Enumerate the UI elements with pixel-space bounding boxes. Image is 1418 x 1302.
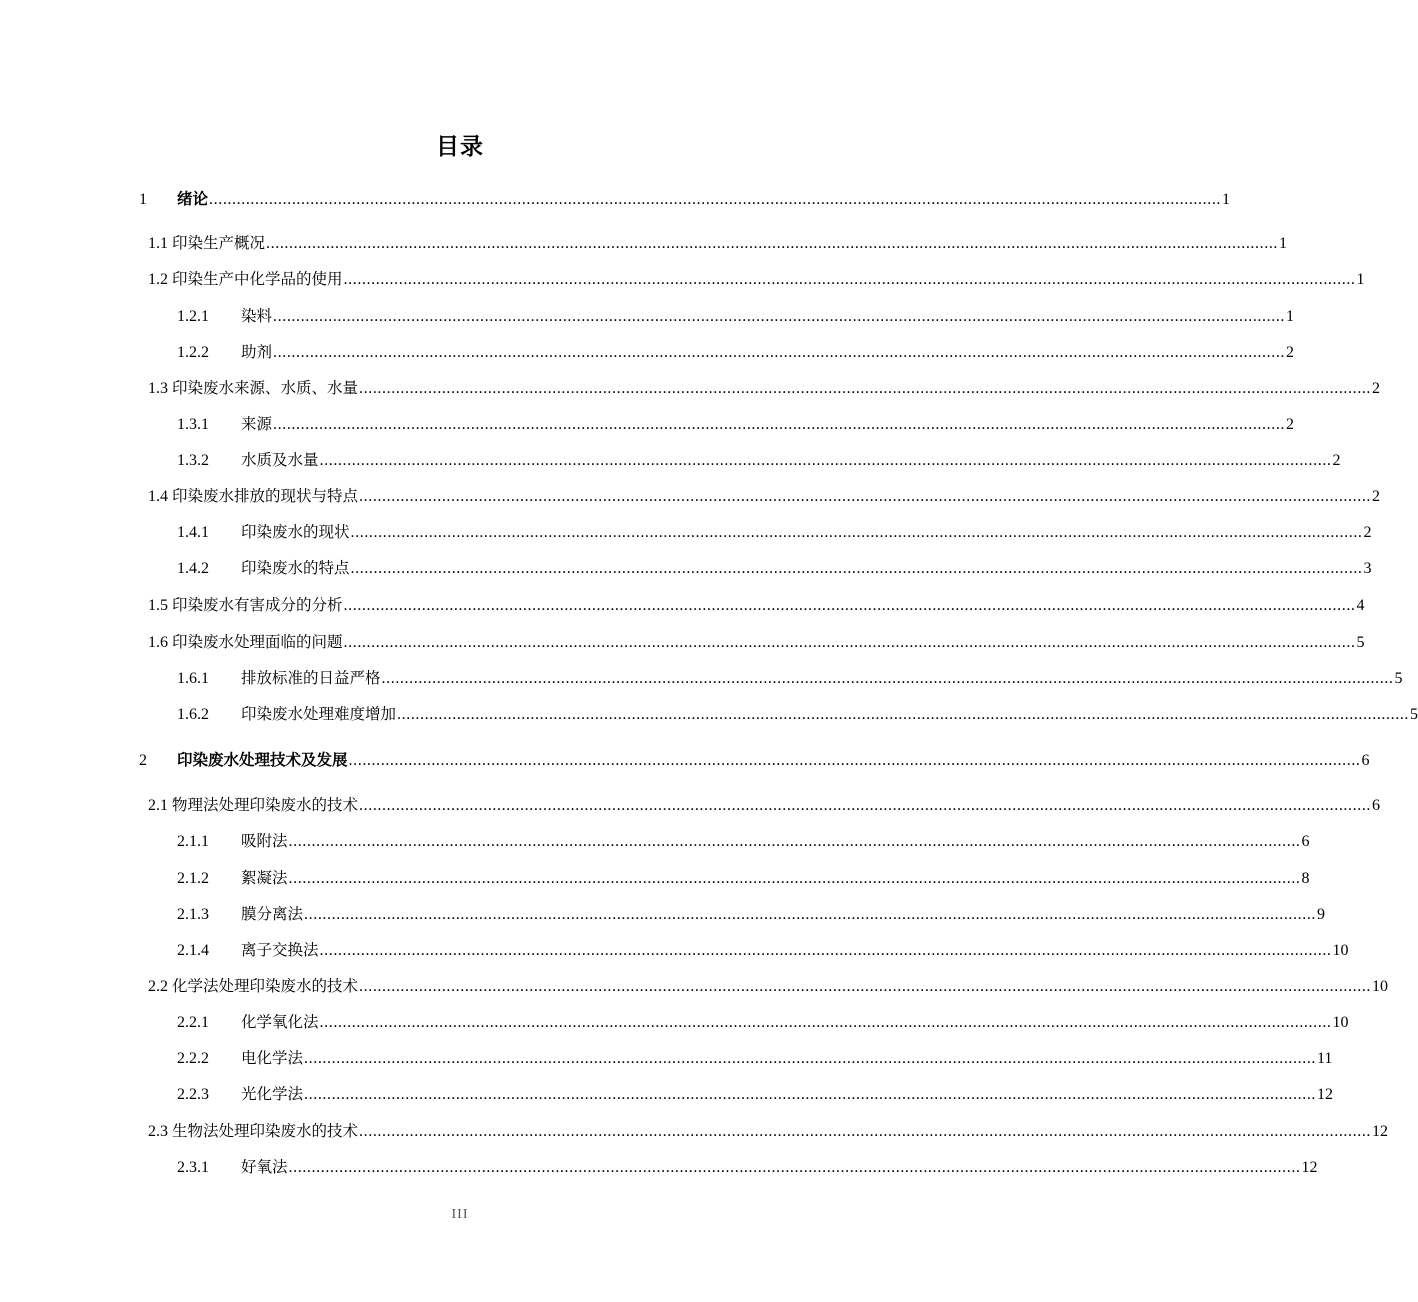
- toc-entry-number: 1.3.1: [177, 416, 209, 433]
- toc-entry-number: 1.3: [148, 380, 168, 397]
- toc-entry-page: 5: [1356, 634, 1365, 651]
- toc-entry[interactable]: [139, 188, 1231, 211]
- toc-entry-label: 印染废水排放的现状与特点: [172, 487, 359, 505]
- toc-entry[interactable]: [177, 1011, 1349, 1034]
- toc-dot-leader: ............................................................................................................................................................................................................................: [359, 380, 1372, 397]
- toc-entry-label: 来源: [241, 415, 273, 433]
- toc-entry[interactable]: [177, 557, 1372, 580]
- toc-entry-number: 1.6.2: [177, 706, 209, 723]
- toc-entry-page: 10: [1332, 942, 1349, 959]
- toc-entry-label: 光化学法: [241, 1085, 304, 1103]
- toc-entry[interactable]: [148, 1120, 1389, 1143]
- toc-entry[interactable]: [177, 341, 1295, 364]
- toc-entry-page: 4: [1356, 597, 1365, 614]
- toc-entry-number: 2.1.3: [177, 906, 209, 923]
- toc-entry[interactable]: [177, 449, 1341, 472]
- toc-entry-page: 2: [1332, 452, 1341, 469]
- toc-entry-label: 离子交换法: [241, 941, 319, 959]
- toc-entry-label: 印染废水的特点: [241, 559, 350, 577]
- toc-entry-number: 1.6: [148, 634, 168, 651]
- toc-entry-page: 6: [1301, 833, 1310, 850]
- toc-entry-page: 1: [1286, 308, 1295, 325]
- toc-dot-leader: ............................................................................................................................................................................................................................: [304, 1050, 1317, 1067]
- toc-entry-label: 印染废水有害成分的分析: [172, 596, 343, 614]
- toc-dot-leader: ............................................................................................................................................................................................................................: [348, 752, 1361, 769]
- toc-entry-number: 1: [139, 191, 147, 208]
- toc-entry-label: 物理法处理印染废水的技术: [172, 796, 359, 814]
- toc-entry-label: 助剂: [241, 343, 273, 361]
- toc-entry-number: 2.3: [148, 1123, 168, 1140]
- toc-dot-leader: ............................................................................................................................................................................................................................: [288, 870, 1301, 887]
- toc-entry-page: 2: [1372, 380, 1381, 397]
- toc-entry-number: 2.1.2: [177, 870, 209, 887]
- toc-entry-page: 12: [1317, 1086, 1334, 1103]
- toc-dot-leader: ............................................................................................................................................................................................................................: [304, 906, 1317, 923]
- toc-entry[interactable]: [148, 232, 1288, 255]
- toc-dot-leader: ............................................................................................................................................................................................................................: [350, 524, 1363, 541]
- toc-entry-page: 5: [1410, 706, 1418, 723]
- toc-entry[interactable]: [177, 1156, 1318, 1179]
- toc-entry[interactable]: [177, 903, 1326, 926]
- toc-entry-label: 膜分离法: [241, 905, 304, 923]
- toc-entry-number: 1.6.1: [177, 670, 209, 687]
- toc-entry-page: 12: [1301, 1159, 1318, 1176]
- toc-entry-page: 10: [1332, 1014, 1349, 1031]
- toc-entry-label: 电化学法: [241, 1049, 304, 1067]
- toc-entry-number: 2.3.1: [177, 1159, 209, 1176]
- toc-entry-number: 1.2: [148, 271, 168, 288]
- toc-dot-leader: ............................................................................................................................................................................................................................: [319, 942, 1332, 959]
- toc-entry[interactable]: [177, 939, 1349, 962]
- toc-dot-leader: ............................................................................................................................................................................................................................: [319, 452, 1332, 469]
- toc-entry-label: 绪论: [177, 190, 209, 208]
- toc-entry-label: 印染废水处理技术及发展: [177, 751, 348, 769]
- toc-dot-leader: ............................................................................................................................................................................................................................: [343, 634, 1356, 651]
- toc-entry-label: 排放标准的日益严格: [241, 669, 381, 687]
- toc-entry[interactable]: [139, 749, 1370, 772]
- toc-entry-page: 1: [1356, 271, 1365, 288]
- toc-entry-label: 印染废水来源、水质、水量: [172, 379, 359, 397]
- toc-entry-number: 2.1: [148, 797, 168, 814]
- toc-entry[interactable]: [177, 1047, 1333, 1070]
- toc-entry[interactable]: [177, 867, 1310, 890]
- toc-entry-page: 1: [1222, 191, 1231, 208]
- toc-entry-label: 生物法处理印染废水的技术: [172, 1122, 359, 1140]
- toc-entry[interactable]: [177, 667, 1403, 690]
- toc-entry-label: 化学法处理印染废水的技术: [172, 977, 359, 995]
- toc-entry-label: 印染废水处理难度增加: [241, 705, 397, 723]
- toc-entry-number: 2.2.3: [177, 1086, 209, 1103]
- toc-entry-label: 印染废水处理面临的问题: [172, 633, 343, 651]
- toc-dot-leader: ............................................................................................................................................................................................................................: [343, 271, 1356, 288]
- toc-entry-number: 2.2.1: [177, 1014, 209, 1031]
- toc-entry-page: 2: [1286, 344, 1295, 361]
- toc-entry[interactable]: [177, 413, 1295, 436]
- toc-entry-number: 1.4.1: [177, 524, 209, 541]
- toc-entry-number: 1.1: [148, 235, 168, 252]
- toc-entry-page: 2: [1363, 524, 1372, 541]
- toc-entry-page: 9: [1317, 906, 1326, 923]
- toc-entry-page: 5: [1394, 670, 1403, 687]
- toc-dot-leader: ............................................................................................................................................................................................................................: [381, 670, 1394, 687]
- toc-entry-number: 1.4: [148, 488, 168, 505]
- toc-entry-label: 水质及水量: [241, 451, 319, 469]
- toc-entry-page: 12: [1372, 1123, 1389, 1140]
- toc-dot-leader: ............................................................................................................................................................................................................................: [273, 416, 1286, 433]
- toc-entry-page: 1: [1279, 235, 1288, 252]
- toc-dot-leader: ............................................................................................................................................................................................................................: [273, 308, 1286, 325]
- toc-dot-leader: ............................................................................................................................................................................................................................: [288, 833, 1301, 850]
- toc-dot-leader: ............................................................................................................................................................................................................................: [397, 706, 1410, 723]
- toc-entry-number: 2.2: [148, 978, 168, 995]
- toc-entry-number: 2.1.4: [177, 942, 209, 959]
- toc-entry[interactable]: [148, 631, 1365, 654]
- page-number: III: [451, 1207, 469, 1222]
- toc-entry-page: 6: [1361, 752, 1370, 769]
- toc-entry-number: 2.1.1: [177, 833, 209, 850]
- toc-entry-label: 印染生产概况: [172, 234, 266, 252]
- toc-dot-leader: ............................................................................................................................................................................................................................: [350, 560, 1363, 577]
- toc-entry[interactable]: [148, 794, 1381, 817]
- toc-entry-number: 1.3.2: [177, 452, 209, 469]
- toc-entry-label: 化学氧化法: [241, 1013, 319, 1031]
- toc-dot-leader: ............................................................................................................................................................................................................................: [359, 978, 1372, 995]
- toc-entry-page: 10: [1372, 978, 1389, 995]
- toc-dot-leader: ............................................................................................................................................................................................................................: [304, 1086, 1317, 1103]
- toc-dot-leader: ............................................................................................................................................................................................................................: [288, 1159, 1301, 1176]
- toc-entry-number: 1.2.1: [177, 308, 209, 325]
- toc-entry-page: 6: [1372, 797, 1381, 814]
- toc-entry-label: 絮凝法: [241, 869, 288, 887]
- toc-entry[interactable]: [177, 305, 1295, 328]
- toc-entry[interactable]: [148, 268, 1365, 291]
- toc-entry-number: 1.2.2: [177, 344, 209, 361]
- toc-entry[interactable]: [148, 594, 1365, 617]
- toc-entry-label: 印染废水的现状: [241, 523, 350, 541]
- toc-dot-leader: ............................................................................................................................................................................................................................: [266, 235, 1279, 252]
- toc-entry-label: 印染生产中化学品的使用: [172, 270, 343, 288]
- toc-dot-leader: ............................................................................................................................................................................................................................: [359, 797, 1372, 814]
- toc-entry-page: 11: [1317, 1050, 1333, 1067]
- toc-entry-page: 2: [1286, 416, 1295, 433]
- toc-entry[interactable]: [177, 830, 1310, 853]
- toc-entry-number: 2: [139, 752, 147, 769]
- toc-entry[interactable]: [177, 521, 1372, 544]
- toc-entry-label: 染料: [241, 307, 273, 325]
- toc-entry[interactable]: [177, 1083, 1334, 1106]
- toc-entry-page: 2: [1372, 488, 1381, 505]
- toc-dot-leader: ............................................................................................................................................................................................................................: [343, 597, 1356, 614]
- toc-dot-leader: ............................................................................................................................................................................................................................: [319, 1014, 1332, 1031]
- toc-entry-number: 2.2.2: [177, 1050, 209, 1067]
- toc-entry-page: 8: [1301, 870, 1310, 887]
- toc-entry-number: 1.5: [148, 597, 168, 614]
- toc-dot-leader: ............................................................................................................................................................................................................................: [273, 344, 1286, 361]
- toc-entry[interactable]: [148, 485, 1381, 508]
- toc-entry-number: 1.4.2: [177, 560, 209, 577]
- page-title: 目录: [436, 134, 484, 160]
- toc-entry[interactable]: [148, 377, 1381, 400]
- toc-entry-label: 吸附法: [241, 832, 288, 850]
- toc-entry[interactable]: [177, 703, 1418, 726]
- toc-entry-label: 好氧法: [241, 1158, 288, 1176]
- toc-dot-leader: ............................................................................................................................................................................................................................: [209, 191, 1222, 208]
- toc-entry-page: 3: [1363, 560, 1372, 577]
- toc-dot-leader: ............................................................................................................................................................................................................................: [359, 488, 1372, 505]
- toc-entry[interactable]: [148, 975, 1389, 998]
- toc-dot-leader: ............................................................................................................................................................................................................................: [359, 1123, 1372, 1140]
